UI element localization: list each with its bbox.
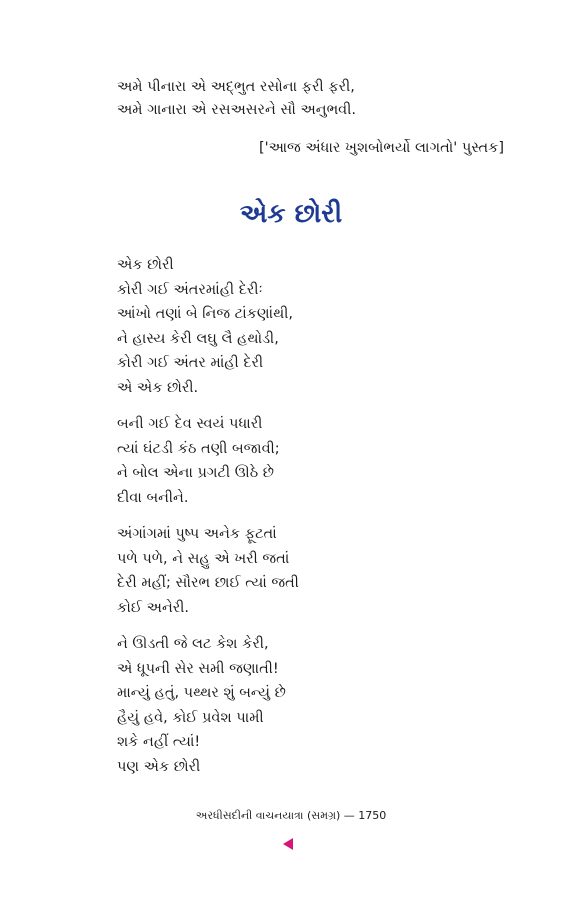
poem-body [117, 253, 477, 791]
poem-line: એ એક છોરી. [117, 379, 199, 396]
poem-line: એક છોરી [117, 257, 174, 273]
poem-line: બની ગઈ દેવ સ્વયં પધારી [117, 416, 263, 432]
poem-line: દીવા બનીને. [117, 489, 189, 506]
intro-line: અમે પીનારા એ અદ્‌ભુત રસોના ફરી ફરી, [117, 79, 355, 95]
intro-line: અમે ગાનારા એ રસઅસરને સૌ અનુભવી. [117, 102, 356, 118]
poem-line: કોરી ગઈ અંતરમાંહી દેરીઃ [117, 281, 263, 298]
poem-line: ને બોલ એના પ્રગટી ઊઠે છે [117, 465, 274, 481]
poem-line: હૈયું હવે, કોઈ પ્રવેશ પામી [117, 709, 264, 726]
stanza-4 [117, 632, 477, 779]
poem-line: એ ધૂપની સેર સમી જણાતી! [117, 660, 279, 677]
poem-line: ને ઊડતી જે લટ કેશ કેરી, [117, 636, 269, 652]
source-citation: ['આજ અંધાર ખુશબોભર્યો લાગતો' પુસ્તક] [258, 140, 504, 156]
poem-line: કોઈ અનેરી. [117, 599, 190, 616]
page-footer: અરધીસદીની વાચનયાત્રા (સમગ્ર) — 1750 [195, 809, 387, 822]
poem-line: ને હાસ્ય કેરી લઘુ લૈ હથોડી, [117, 330, 279, 347]
poem-title: એક છોરી [239, 199, 343, 229]
intro-verse [117, 76, 517, 122]
poem-line: પણ એક છોરી [117, 758, 201, 775]
poem-line: ત્યાં ઘંટડી કંઠ તણી બજાવી; [117, 440, 280, 457]
poem-line: માન્યું હતું, પથ્થર શું બન્યું છે [117, 685, 286, 701]
poem-line: દેરી મહીં; સૌરભ છાઈ ત્યાં જતી [117, 575, 299, 591]
poem-line: શકે નહીં ત્યાં! [117, 734, 201, 750]
poem-line: કોરી ગઈ અંતર માંહી દેરી [117, 355, 264, 371]
stanza-2 [117, 412, 477, 510]
poem-line: અંગાંગમાં પુષ્પ અનેક ફૂટતાં [117, 526, 277, 542]
stanza-1 [117, 253, 477, 400]
previous-page-icon[interactable] [283, 838, 293, 850]
poem-line: પળે પળે, ને સહુ એ ખરી જતાં [117, 550, 290, 567]
poem-line: આંખો તણાં બે નિજ ટાંકણાંથી, [117, 306, 293, 322]
stanza-3 [117, 522, 477, 620]
